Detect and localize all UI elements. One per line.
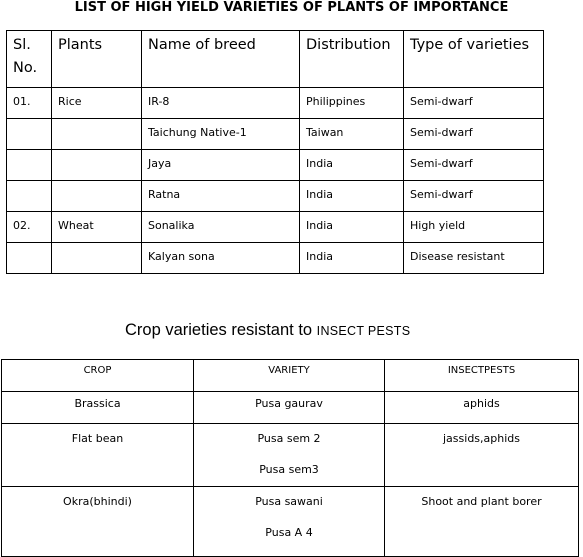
cell-distribution: India: [300, 243, 404, 274]
cell-distribution: India: [300, 181, 404, 212]
cell-distribution: India: [300, 150, 404, 181]
cell-sl: 01.: [7, 88, 52, 119]
cell-plant: Rice: [52, 88, 142, 119]
cell-crop: Brassica: [2, 392, 194, 424]
cell-sl: [7, 181, 52, 212]
high-yield-varieties-table: [6, 30, 544, 274]
pest-resistant-varieties-table: [1, 359, 579, 557]
cell-breed: Sonalika: [142, 212, 300, 243]
cell-variety: Pusa gaurav: [194, 392, 385, 424]
table-row: [7, 119, 544, 150]
table-header-row: [7, 31, 544, 88]
cell-variety: Pusa sem 2 Pusa sem3: [194, 424, 385, 487]
cell-sl: [7, 150, 52, 181]
cell-type: Semi-dwarf: [404, 150, 544, 181]
cell-plant: [52, 119, 142, 150]
header-crop: CROP: [2, 360, 194, 392]
cell-crop: Flat bean: [2, 424, 194, 487]
cell-crop: Okra(bhindi): [2, 487, 194, 557]
cell-sl: [7, 243, 52, 274]
cell-plant: [52, 243, 142, 274]
table-row: [2, 392, 579, 424]
table2-title: [125, 320, 410, 341]
header-insect-pests: INSECTPESTS: [385, 360, 579, 392]
cell-type: Semi-dwarf: [404, 181, 544, 212]
table-header-row: [2, 360, 579, 392]
cell-breed: Kalyan sona: [142, 243, 300, 274]
header-type: Type of varieties: [404, 31, 544, 88]
cell-sl: [7, 119, 52, 150]
cell-variety: Pusa sawani Pusa A 4: [194, 487, 385, 557]
cell-breed: Jaya: [142, 150, 300, 181]
cell-type: High yield: [404, 212, 544, 243]
header-plants: Plants: [52, 31, 142, 88]
cell-plant: [52, 150, 142, 181]
cell-type: Semi-dwarf: [404, 119, 544, 150]
cell-pests: Shoot and plant borer: [385, 487, 579, 557]
cell-breed: IR-8: [142, 88, 300, 119]
cell-type: Semi-dwarf: [404, 88, 544, 119]
header-sl-no: Sl. No.: [7, 31, 52, 88]
table-row: [2, 424, 579, 487]
table-row: [7, 150, 544, 181]
header-distribution: Distribution: [300, 31, 404, 88]
cell-pests: jassids,aphids: [385, 424, 579, 487]
table-row: [7, 88, 544, 119]
table-row: [2, 487, 579, 557]
header-breed: Name of breed: [142, 31, 300, 88]
cell-plant: Wheat: [52, 212, 142, 243]
cell-distribution: Taiwan: [300, 119, 404, 150]
table2-title-tail: INSECT PESTS: [316, 324, 411, 338]
cell-plant: [52, 181, 142, 212]
cell-distribution: Philippines: [300, 88, 404, 119]
table-row: [7, 181, 544, 212]
table2-title-main: Crop varieties resistant to: [125, 321, 317, 339]
table-row: [7, 243, 544, 274]
table-row: [7, 212, 544, 243]
cell-distribution: India: [300, 212, 404, 243]
cell-pests: aphids: [385, 392, 579, 424]
cell-type: Disease resistant: [404, 243, 544, 274]
cell-sl: 02.: [7, 212, 52, 243]
header-variety: VARIETY: [194, 360, 385, 392]
cell-breed: Ratna: [142, 181, 300, 212]
table1-title: LIST OF HIGH YIELD VARIETIES OF PLANTS OF IMPORTANCE: [74, 0, 509, 15]
cell-breed: Taichung Native-1: [142, 119, 300, 150]
